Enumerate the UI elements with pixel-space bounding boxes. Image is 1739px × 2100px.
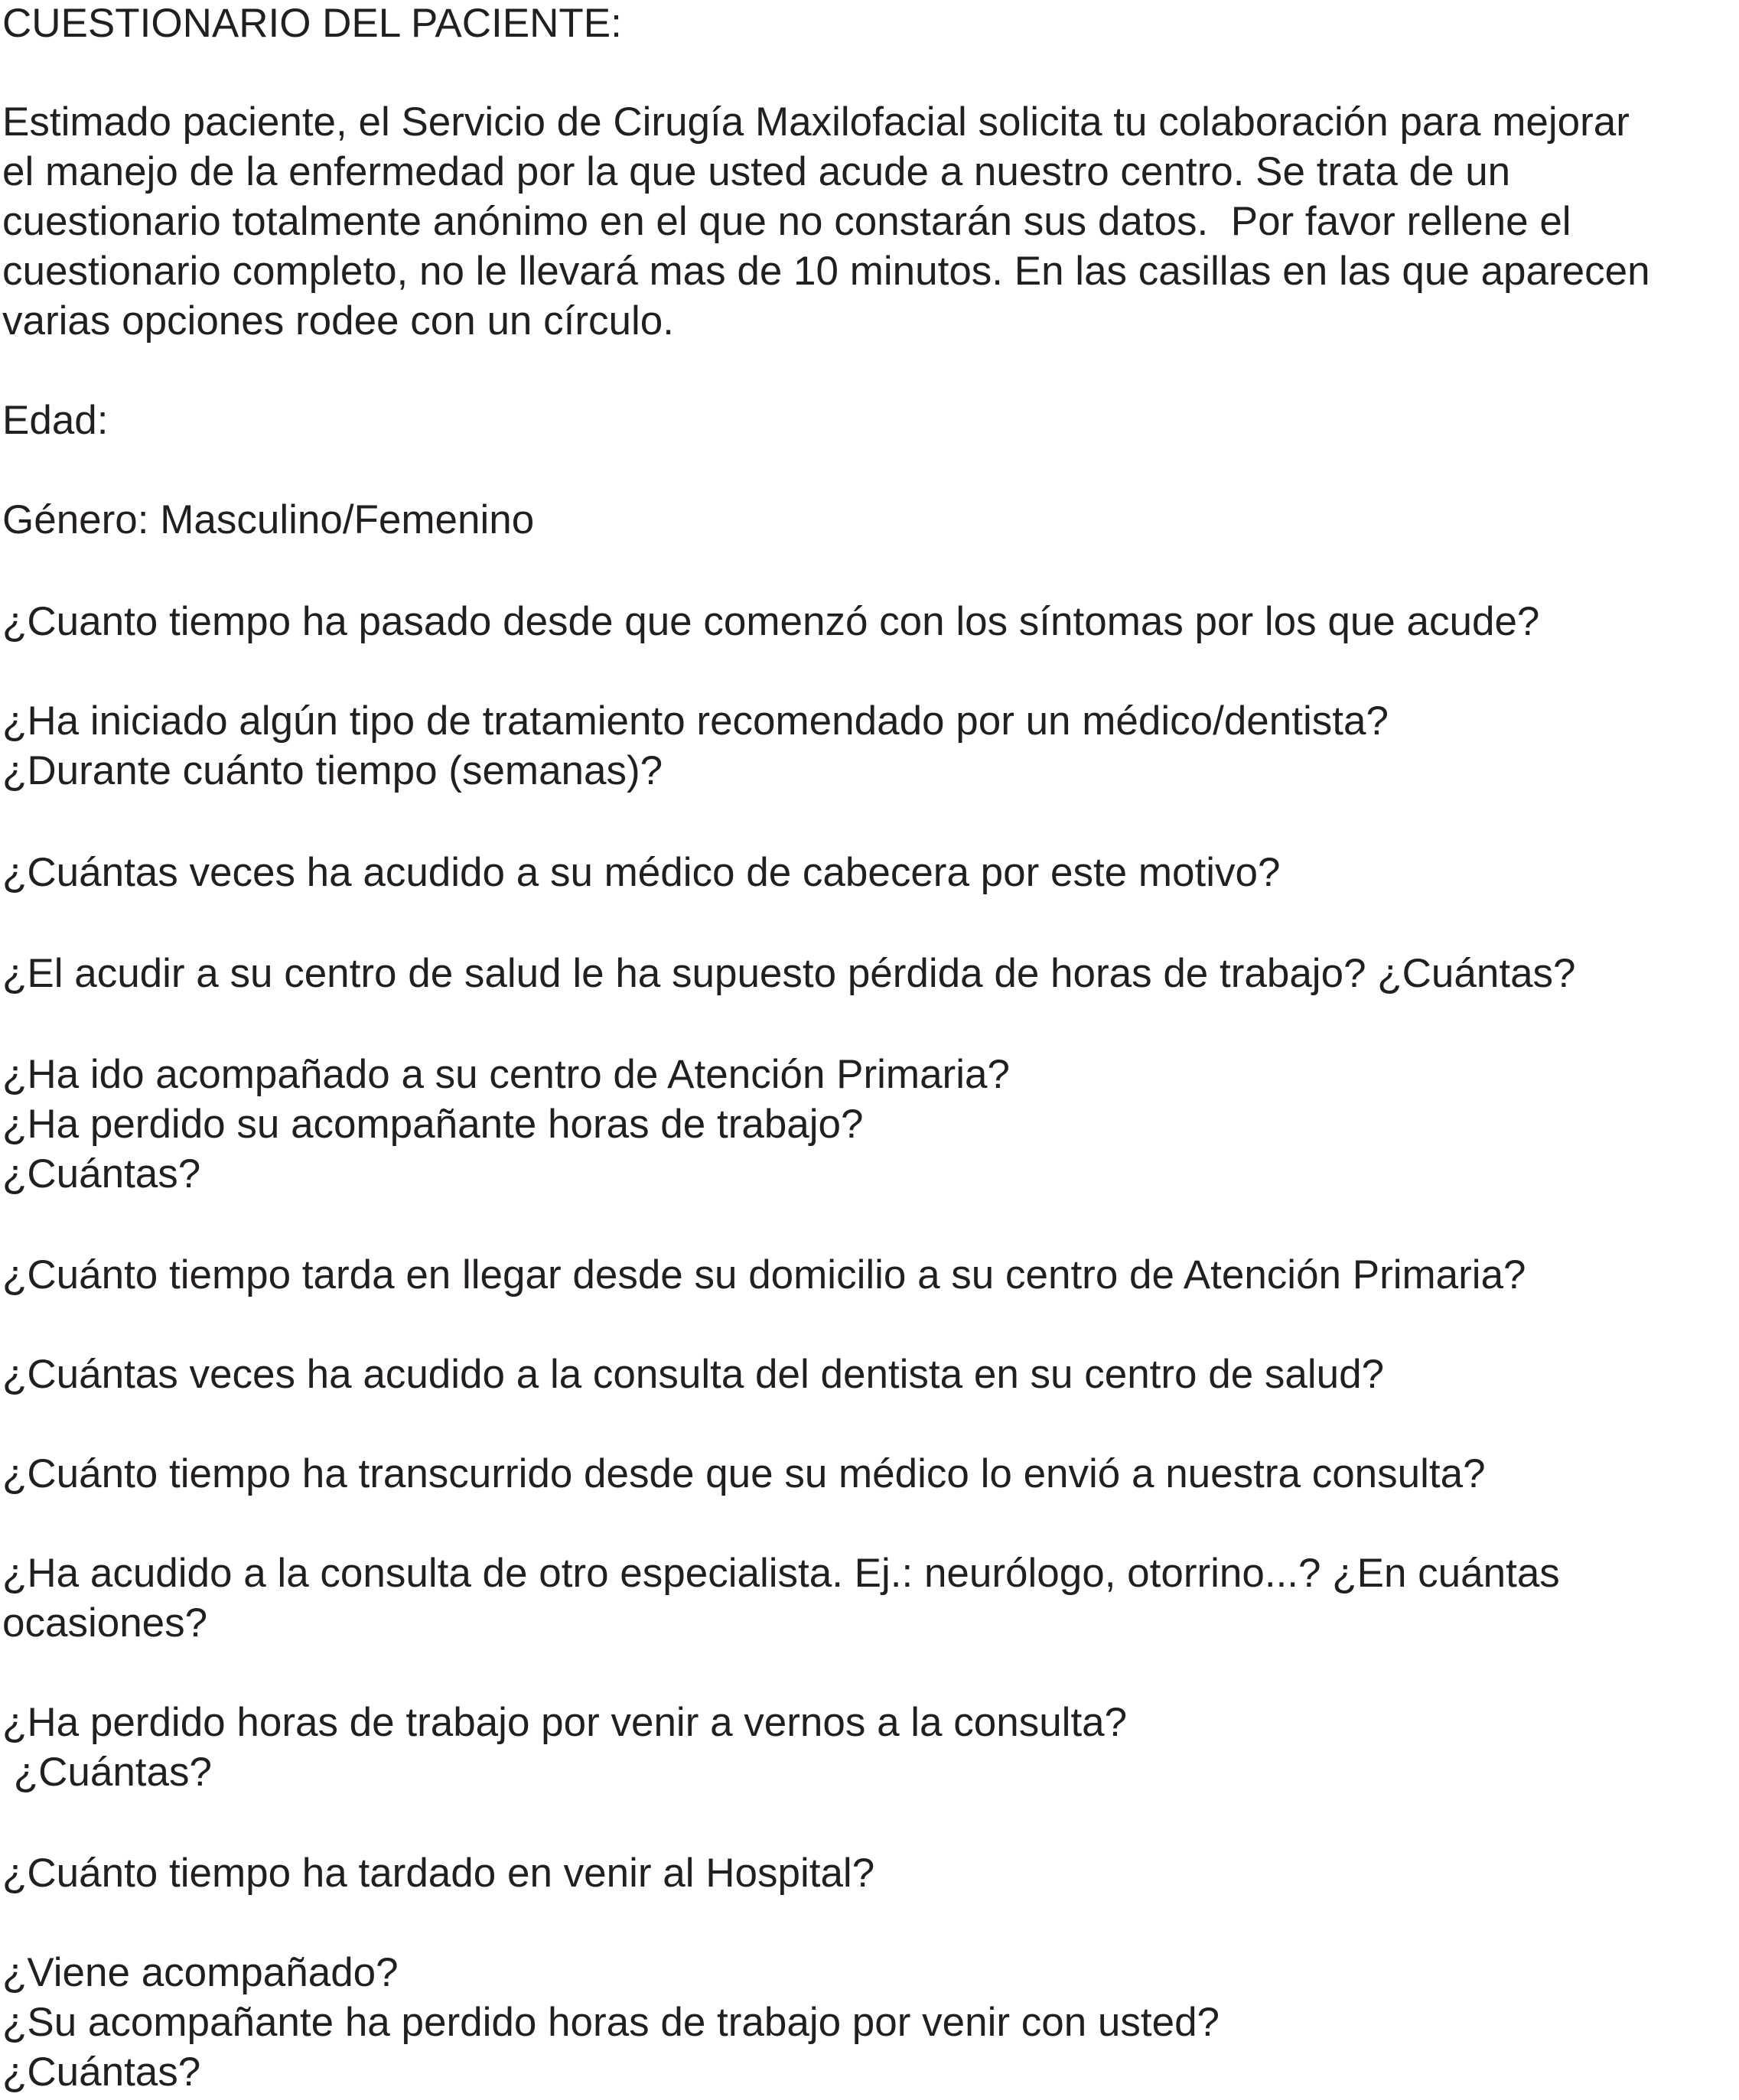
question-dentist-visits: ¿Cuántas veces ha acudido a la consulta del dentista en su centro de salud? [2,1352,1385,1397]
intro-line-5: varias opciones rodee con un círculo. [2,298,674,343]
question-gp-visits: ¿Cuántas veces ha acudido a su médico de cabecera por este motivo? [2,850,1281,895]
question-time-since-referral: ¿Cuánto tiempo ha transcurrido desde que su médico lo envió a nuestra consulta? [2,1451,1486,1496]
question-other-specialist-cont: ocasiones? [2,1600,208,1646]
question-travel-time-primary-care: ¿Cuánto tiempo tarda en llegar desde su domicilio a su centro de Atención Primaria? [2,1252,1526,1297]
question-comes-accompanied: ¿Viene acompañado? [2,1950,399,1995]
question-companion-work-hours: ¿Ha perdido su acompañante horas de trabajo? [2,1102,864,1147]
intro-line-2: el manejo de la enfermedad por la que usted acude a nuestro centro. Se trata de un [2,149,1511,194]
question-symptoms-duration: ¿Cuanto tiempo ha pasado desde que comenzó con los síntomas por los que acude? [2,599,1540,644]
question-treatment-duration: ¿Durante cuánto tiempo (semanas)? [2,748,663,793]
question-companion-hours-count: ¿Cuántas? [2,1151,201,1197]
intro-line-4: cuestionario completo, no le llevará mas de 10 minutos. En las casillas en las que aparecen [2,249,1650,294]
document-title: CUESTIONARIO DEL PACIENTE: [2,1,622,46]
age-label: Edad: [2,398,109,443]
question-treatment-started: ¿Ha iniciado algún tipo de tratamiento recomendado por un médico/dentista? [2,698,1389,744]
question-hospital-travel-time: ¿Cuánto tiempo ha tardado en venir al Hospital? [2,1851,875,1896]
question-companion-lost-hours-count: ¿Cuántas? [2,2050,201,2095]
question-accompanied-primary-care: ¿Ha ido acompañado a su centro de Atención Primaria? [2,1052,1010,1097]
question-work-hours-consultation: ¿Ha perdido horas de trabajo por venir a vernos a la consulta? [2,1700,1128,1745]
intro-line-1: Estimado paciente, el Servicio de Cirugía Maxilofacial solicita tu colaboración para mejorar [2,99,1630,145]
question-work-hours-lost: ¿El acudir a su centro de salud le ha supuesto pérdida de horas de trabajo? ¿Cuántas? [2,951,1576,996]
question-work-hours-consultation-count: ¿Cuántas? [2,1750,212,1795]
question-other-specialist: ¿Ha acudido a la consulta de otro especialista. Ej.: neurólogo, otorrino...? ¿En cuántas [2,1551,1560,1596]
intro-line-3: cuestionario totalmente anónimo en el que no constarán sus datos. Por favor rellene el [2,199,1571,244]
gender-label: Género: Masculino/Femenino [2,497,535,542]
question-companion-lost-hours: ¿Su acompañante ha perdido horas de trabajo por venir con usted? [2,2000,1220,2045]
